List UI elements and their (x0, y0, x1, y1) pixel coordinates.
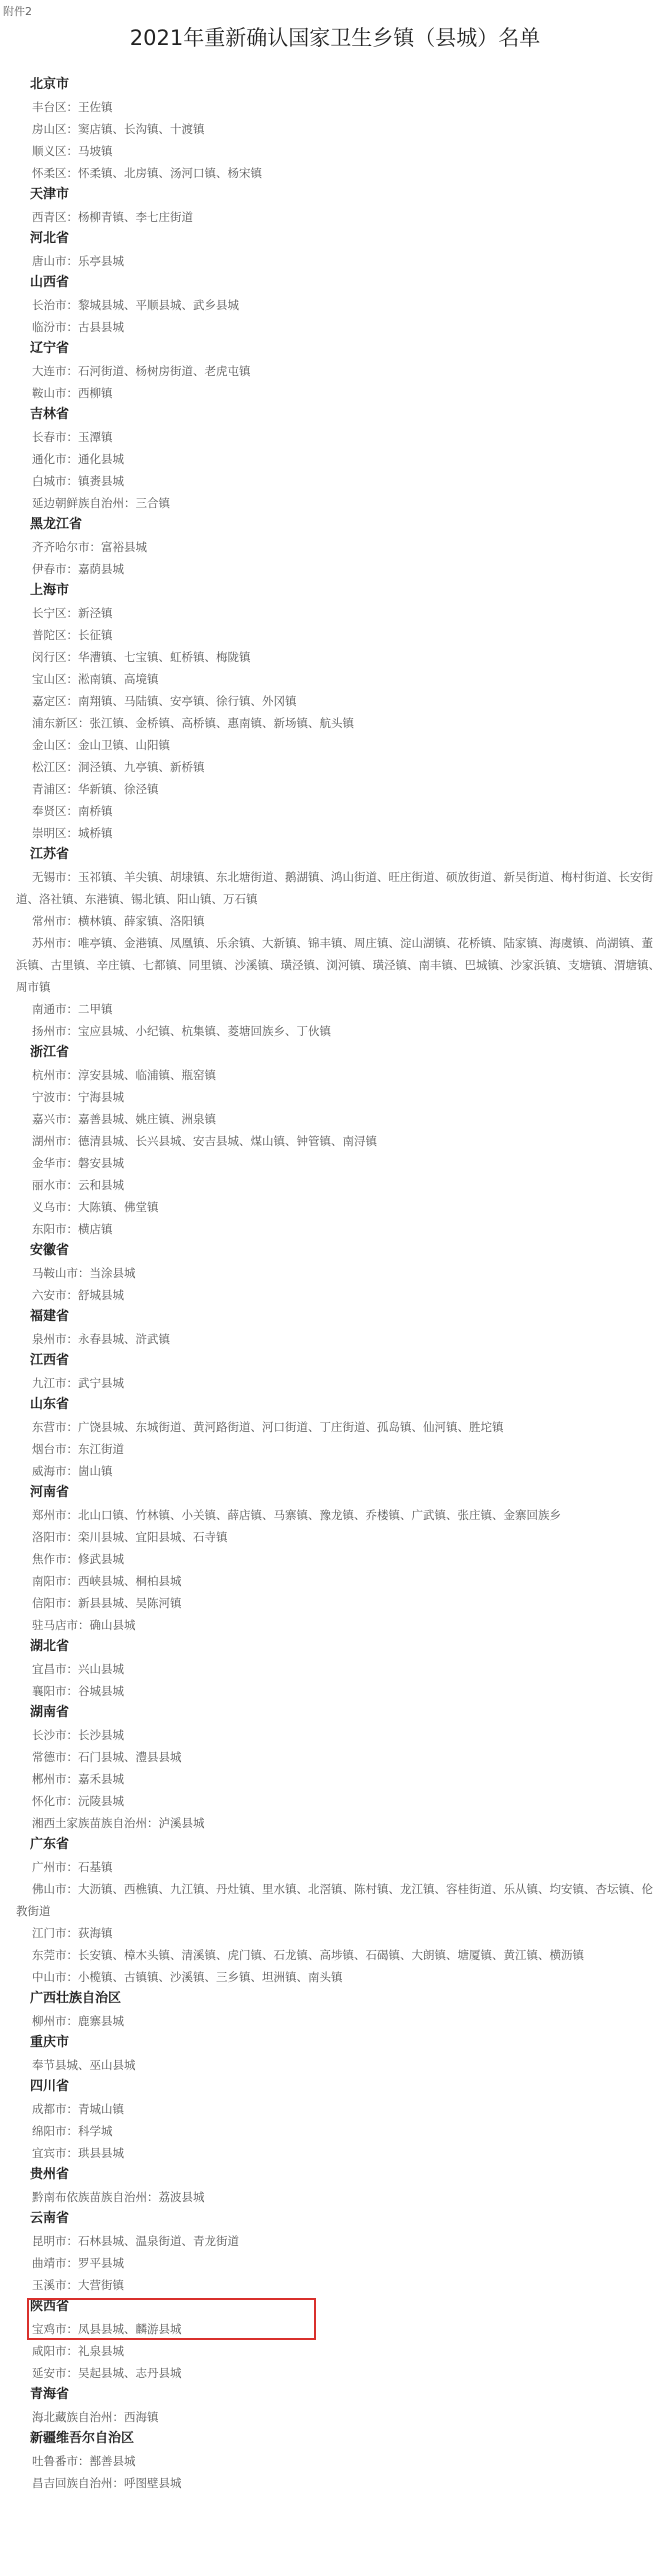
city-entry: 柳州市：鹿寨县城 (32, 2014, 124, 2028)
city-entry: 马鞍山市：当涂县城 (32, 1266, 136, 1280)
city-entry: 中山市：小榄镇、古镇镇、沙溪镇、三乡镇、坦洲镇、南头镇 (32, 1970, 343, 1984)
city-entry: 顺义区：马坡镇 (32, 144, 113, 158)
city-entry: 咸阳市：礼泉县城 (32, 2344, 124, 2358)
province-heading: 山西省 (30, 275, 70, 290)
province-heading: 辽宁省 (30, 341, 70, 356)
city-entry: 烟台市：东江街道 (32, 1442, 124, 1456)
city-entry: 崇明区：城桥镇 (32, 826, 113, 840)
city-entry: 伊春市：嘉荫县城 (32, 562, 124, 576)
city-entry: 杭州市：淳安县城、临浦镇、瓶窑镇 (32, 1068, 216, 1082)
city-entry: 黔南布依族苗族自治州：荔波县城 (32, 2190, 205, 2204)
city-entry: 义乌市：大陈镇、佛堂镇 (32, 1200, 159, 1214)
city-entry: 江门市：荻海镇 (32, 1926, 113, 1940)
city-entry: 宜昌市：兴山县城 (32, 1662, 124, 1676)
city-entry: 长春市：玉潭镇 (32, 430, 113, 444)
city-entry: 东营市：广饶县城、东城街道、黄河路街道、河口街道、丁庄街道、孤岛镇、仙河镇、胜坨镇 (32, 1420, 504, 1434)
city-entry: 曲靖市：罗平县城 (32, 2256, 124, 2270)
city-entry: 海北藏族自治州：西海镇 (32, 2410, 159, 2424)
city-entry: 驻马店市：确山县城 (32, 1618, 136, 1632)
city-entry: 常州市：横林镇、薛家镇、洛阳镇 (32, 914, 205, 928)
province-heading: 四川省 (30, 2079, 70, 2094)
city-entry: 信阳市：新县县城、吴陈河镇 (32, 1596, 182, 1610)
city-entry: 昆明市：石林县城、温泉街道、青龙街道 (32, 2234, 239, 2248)
city-entry: 怀柔区：怀柔镇、北房镇、汤河口镇、杨宋镇 (32, 166, 262, 180)
city-entry: 临汾市：古县县城 (32, 320, 124, 334)
province-heading: 黑龙江省 (30, 517, 83, 532)
city-entry: 九江市：武宁县城 (32, 1376, 124, 1390)
province-heading: 新疆维吾尔自治区 (30, 2431, 135, 2446)
city-entry: 无锡市：玉祁镇、羊尖镇、胡埭镇、东北塘街道、鹅湖镇、鸿山街道、旺庄街道、硕放街道、新吴街道、梅村街道、长安街道、洛社镇、东港镇、锡北镇、阳山镇、万石镇 (16, 870, 653, 906)
city-entry: 房山区：窦店镇、长沟镇、十渡镇 (32, 122, 205, 136)
city-entry: 六安市：舒城县城 (32, 1288, 124, 1302)
city-entry: 金山区：金山卫镇、山阳镇 (32, 738, 170, 752)
province-heading: 安徽省 (30, 1243, 70, 1258)
city-entry: 湖州市：德清县城、长兴县城、安吉县城、煤山镇、钟管镇、南浔镇 (32, 1134, 377, 1148)
city-entry: 通化市：通化县城 (32, 452, 124, 466)
province-heading: 广西壮族自治区 (30, 1991, 122, 2006)
city-entry: 洛阳市：栾川县城、宜阳县城、石寺镇 (32, 1530, 228, 1544)
province-heading: 山东省 (30, 1397, 70, 1412)
city-entry: 郑州市：北山口镇、竹林镇、小关镇、薛店镇、马寨镇、豫龙镇、乔楼镇、广武镇、张庄镇、金寨回族乡 (32, 1508, 561, 1522)
city-entry: 怀化市：沅陵县城 (32, 1794, 124, 1808)
city-entry: 威海市：崮山镇 (32, 1464, 113, 1478)
city-entry: 郴州市：嘉禾县城 (32, 1772, 124, 1786)
province-heading: 青海省 (30, 2387, 70, 2402)
city-entry: 金华市：磐安县城 (32, 1156, 124, 1170)
city-entry: 长沙市：长沙县城 (32, 1728, 124, 1742)
city-entry: 嘉兴市：嘉善县城、姚庄镇、洲泉镇 (32, 1112, 216, 1126)
province-heading: 湖北省 (30, 1639, 70, 1654)
city-entry: 延边朝鲜族自治州：三合镇 (32, 496, 170, 510)
city-entry: 宝山区：淞南镇、高境镇 (32, 672, 159, 686)
city-entry: 成都市：青城山镇 (32, 2102, 124, 2116)
city-entry: 湘西土家族苗族自治州：泸溪县城 (32, 1816, 205, 1830)
city-entry: 吐鲁番市：鄯善县城 (32, 2454, 136, 2468)
city-entry: 鞍山市：西柳镇 (32, 386, 113, 400)
city-entry: 长治市：黎城县城、平顺县城、武乡县城 (32, 298, 239, 312)
highlight-box (27, 2298, 316, 2340)
city-entry: 延安市：吴起县城、志丹县城 (32, 2366, 182, 2380)
province-heading: 江西省 (30, 1353, 70, 1368)
province-heading: 湖南省 (30, 1705, 70, 1720)
city-entry: 南阳市：西峡县城、桐柏县城 (32, 1574, 182, 1588)
city-entry: 大连市：石河街道、杨树房街道、老虎屯镇 (32, 364, 251, 378)
city-entry: 白城市：镇赉县城 (32, 474, 124, 488)
city-entry: 襄阳市：谷城县城 (32, 1684, 124, 1698)
city-entry: 丽水市：云和县城 (32, 1178, 124, 1192)
province-heading: 北京市 (30, 77, 70, 92)
city-entry: 宁波市：宁海县城 (32, 1090, 124, 1104)
city-entry: 齐齐哈尔市：富裕县城 (32, 540, 147, 554)
province-heading: 福建省 (30, 1309, 70, 1324)
city-entry: 昌吉回族自治州：呼图壁县城 (32, 2476, 182, 2490)
city-entry: 奉贤区：南桥镇 (32, 804, 113, 818)
province-heading: 上海市 (30, 583, 70, 598)
city-entry: 西青区：杨柳青镇、李七庄街道 (32, 210, 193, 224)
province-heading: 陕西省 (30, 2299, 70, 2314)
city-entry: 东阳市：横店镇 (32, 1222, 113, 1236)
city-entry: 浦东新区：张江镇、金桥镇、高桥镇、惠南镇、新场镇、航头镇 (32, 716, 354, 730)
city-entry: 丰台区：王佐镇 (32, 100, 113, 114)
city-entry: 常德市：石门县城、澧县县城 (32, 1750, 182, 1764)
province-heading: 吉林省 (30, 407, 70, 422)
city-entry: 广州市：石基镇 (32, 1860, 113, 1874)
city-entry: 闵行区：华漕镇、七宝镇、虹桥镇、梅陇镇 (32, 650, 251, 664)
province-heading: 浙江省 (30, 1045, 70, 1060)
city-entry: 唐山市：乐亭县城 (32, 254, 124, 268)
city-entry: 宝鸡市：凤县县城、麟游县城 (32, 2322, 182, 2336)
province-heading: 贵州省 (30, 2167, 70, 2182)
province-heading: 江苏省 (30, 847, 70, 862)
city-entry: 奉节县城、巫山县城 (32, 2058, 136, 2072)
city-entry: 苏州市：唯亭镇、金港镇、凤凰镇、乐余镇、大新镇、锦丰镇、周庄镇、淀山湖镇、花桥镇、陆家镇、海虞镇、尚湖镇、董浜镇、古里镇、辛庄镇、七都镇、同里镇、沙溪镇、璜泾镇、浏河镇、璜泾镇、南丰镇、巴城镇、沙家浜镇、支塘镇、渭塘镇、周市镇 (16, 936, 660, 994)
province-heading: 河北省 (30, 231, 70, 246)
city-entry: 焦作市：修武县城 (32, 1552, 124, 1566)
province-heading: 云南省 (30, 2211, 70, 2226)
city-entry: 宜宾市：珙县县城 (32, 2146, 124, 2160)
province-list (16, 74, 662, 2494)
province-heading: 重庆市 (30, 2035, 70, 2050)
province-heading: 河南省 (30, 1485, 70, 1500)
city-entry: 扬州市：宝应县城、小纪镇、杭集镇、菱塘回族乡、丁伙镇 (32, 1024, 331, 1038)
province-heading: 天津市 (30, 187, 70, 202)
document-title: 2021年重新确认国家卫生乡镇（县城）名单 (129, 26, 541, 50)
appendix-label: 附件2 (3, 5, 32, 18)
city-entry: 佛山市：大沥镇、西樵镇、九江镇、丹灶镇、里水镇、北滘镇、陈村镇、龙江镇、容桂街道、乐从镇、均安镇、杏坛镇、伦教街道 (16, 1882, 653, 1918)
city-entry: 普陀区：长征镇 (32, 628, 113, 642)
city-entry: 玉溪市：大营街镇 (32, 2278, 124, 2292)
city-entry: 南通市：二甲镇 (32, 1002, 113, 1016)
city-entry: 长宁区：新泾镇 (32, 606, 113, 620)
city-entry: 青浦区：华新镇、徐泾镇 (32, 782, 159, 796)
city-entry: 泉州市：永春县城、浒武镇 (32, 1332, 170, 1346)
city-entry: 绵阳市：科学城 (32, 2124, 113, 2138)
city-entry: 嘉定区：南翔镇、马陆镇、安亭镇、徐行镇、外冈镇 (32, 694, 297, 708)
city-entry: 东莞市：长安镇、樟木头镇、清溪镇、虎门镇、石龙镇、高埗镇、石碣镇、大朗镇、塘厦镇、黄江镇、横沥镇 (32, 1948, 584, 1962)
city-entry: 松江区：洞泾镇、九亭镇、新桥镇 (32, 760, 205, 774)
province-heading: 广东省 (30, 1837, 70, 1852)
